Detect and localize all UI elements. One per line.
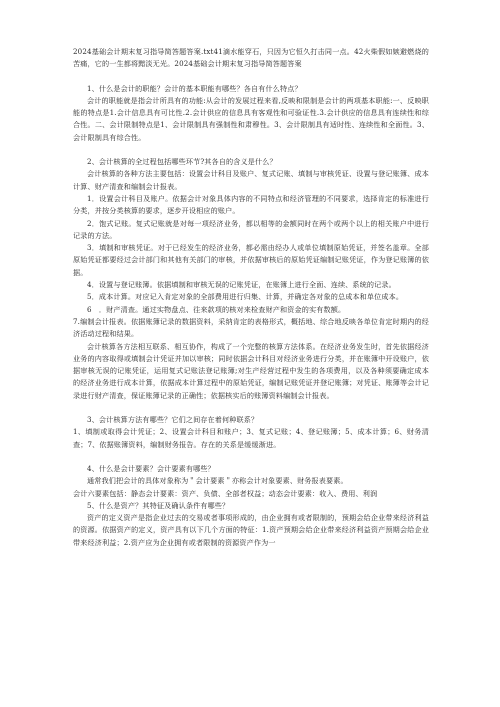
question-2-intro: 会计核算的各种方法主要包括：设置会计科目及账户、复式记账、填制与审核凭证、设置与登记账簿、成本计算、财产清查和编制会计报表。 <box>73 169 429 191</box>
question-2-item: 4．设置与登记账簿。依据填制和审核无误的记账凭证，在账簿上进行全面、连续、系统的记录。 <box>87 280 396 290</box>
question-2-title: 2、会计核算的全过程包括哪些环节?其各自的含义是什么？ <box>87 157 277 167</box>
question-3-title: 3、会计核算方法有哪些？它们之间存在着何种联系？ <box>87 415 259 425</box>
question-2-item: 1．设置会计科目及账户。依据会计对象具体内容的不同特点和经济管理的不同要求，选择肯定的标准进行分类，并按分类核算的要求，逐步开设相应的账户。 <box>73 193 429 216</box>
document-header: 2024基础会计期末复习指导简答题答案.txt41滴水能穿石，只因为它恒久打击同一点。42火柴假如嫉避燃烧的苦痛，它的一生都将黯淡无光。2024基础会计期末复习指导简答题答案 <box>73 47 429 69</box>
question-2-item: 7.编制会计报表。依据账簿记录的数据资料，采纳肯定的表格形式，概括地、综合地反映各单位肯定时期内的经济活动过程和结果。 <box>73 316 429 339</box>
question-2-item: 5．成本计算。对应记入肯定对象的全部费用进行归集、计算，并确定各对象的总成本和单位成本。 <box>87 292 404 302</box>
question-4-title: 4、什么是会计要素？会计要素有哪些？ <box>87 463 215 473</box>
question-2-item: 3．填制和审核凭证。对于已经发生的经济业务，都必需由经办人或单位填制原始凭证，并签名盖章。全部原始凭证都要经过会计部门和其他有关部门的审核，并依据审核后的原始凭证编制记账凭证，作为登记账簿的依据。 <box>73 243 429 277</box>
question-2-item: 2．饱式记账。复式记账就是对每一项经济业务，都以相等的金额同时在两个或两个以上的相关账户中进行记录的方法。 <box>73 218 429 240</box>
question-4-answer-line: 通常我们把会计的具体对象称为＂会计要素＂亦称会计对象要素、财务报表要素。 <box>87 476 348 486</box>
question-5-answer: 资产的定义资产是指企业过去的交易或者事项形成的，由企业拥有或者限制的，预期会给企业带来经济利益的资源。依据资产的定义，资产具有以下几个方面的特征：1.资产预期会给企业带来经济利益资产预期会给企业带来经济利益；2.资产应为企业拥有或者限制的资源资产作为一 <box>73 513 429 547</box>
question-4-answer-line: 会计六要素包括：静态会计要素：资产、负债、全部者权益；动态会计要素：收入、费用、利润 <box>73 488 378 498</box>
question-2-item: 6 ．财产清查。通过实物盘点、往来款项的核对来检查财产和资金的实有数额。 <box>87 304 346 314</box>
question-1-answer: 会计的职能就是指会计所具有的功能:从会计的发展过程来看,反映和限制是会计的两项基本职能:一、反映职能的特点是1.会计信息具有可比性.2.会计供应的信息具有客观性和可验证性.3.会计供应的信息具有连续性和综合性。二、会计限制特点是1、会计限制具有强制性和肃穆性。3、会计限制具有适时性、连续性和全面性。3、会计限制具有综合性。 <box>73 95 429 142</box>
question-1-title: 1、什么是会计的职能？会计的基本职能有哪些？各自有什么特点？ <box>87 83 302 93</box>
question-2-summary: 会计核算各方法相互联系、相互协作，构成了一个完整的核算方法体系。在经济业务发生时，首先依据经济业务的内容取得或填制会计凭证并加以审核；同时依据会计科目对经济业务进行分类，并在账簿中开设账户，依据审核无误的记账凭证，运用复式记账法登记账簿;对生产经营过程中发生的各项费用，以及各种须要确定成本的经济业务进行成本计算，依据成本计算过程中的原始凭证，编制记账凭证并登记账簿；对凭证、账簿等会计记录进行财产清查，保证账簿记录的正确性；依据核实后的账簿资料编制会计报表。 <box>73 341 429 400</box>
document-body <box>73 46 429 549</box>
question-3-answer: 1、填制或取得会计凭证；2、设置会计科目和账户；3、复式记账；4、登记账簿；5、成本计算；6、财务清查；7、依据账簿资料，编制财务报告。存在的关系是缓缓渐进。 <box>73 427 429 449</box>
question-5-title: 5、什么是资产？其特征及确认条件有哪些？ <box>87 500 230 510</box>
